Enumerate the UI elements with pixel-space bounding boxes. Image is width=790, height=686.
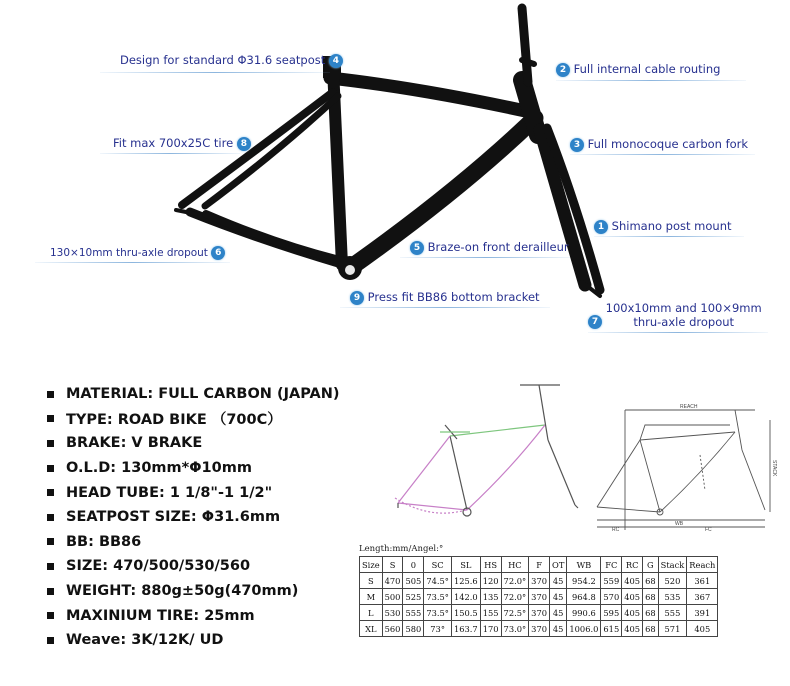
callout-underline [588, 332, 768, 333]
wb-label: WB [675, 521, 684, 527]
callout-underline [100, 72, 330, 73]
table-cell: 142.0 [451, 589, 480, 605]
callout-underline [594, 236, 744, 237]
bullet-icon [47, 391, 54, 398]
spec-seatpost: SEATPOST SIZE: Φ31.6mm [66, 509, 281, 526]
table-cell: M [360, 589, 383, 605]
table-cell: 405 [622, 589, 643, 605]
table-cell: 615 [601, 621, 622, 637]
table-cell: 45 [550, 573, 567, 589]
table-cell: 559 [601, 573, 622, 589]
bullet-icon [47, 612, 54, 619]
spec-weave: Weave: 3K/12K/ UD [66, 632, 224, 649]
table-header: HS [480, 557, 501, 573]
badge-1-icon: 1 [594, 220, 608, 234]
table-cell: 72.0° [501, 589, 529, 605]
spec-item [47, 431, 340, 456]
spec-item [47, 554, 340, 579]
bullet-icon [47, 415, 54, 422]
bullet-icon [47, 588, 54, 595]
spec-tire: MAXINIUM TIRE: 25mm [66, 607, 255, 624]
table-header: 0 [403, 557, 424, 573]
table-header-row [360, 557, 718, 573]
spec-list [47, 382, 340, 653]
spec-size: SIZE: 470/500/530/560 [66, 558, 251, 575]
table-cell: 45 [550, 589, 567, 605]
table-header: HC [501, 557, 529, 573]
badge-9-icon: 9 [350, 291, 364, 305]
table-header: Size [360, 557, 383, 573]
callout-underline [340, 307, 550, 308]
table-cell: 370 [529, 605, 550, 621]
spec-item [47, 603, 340, 628]
table-cell: 68 [643, 621, 659, 637]
callout-seatpost [120, 53, 343, 68]
table-cell: 150.5 [451, 605, 480, 621]
table-cell: 470 [382, 573, 403, 589]
table-cell: 72.5° [501, 605, 529, 621]
table-cell: S [360, 573, 383, 589]
callout-front-dropout-text: 100x10mm and 100×9mm [605, 301, 762, 315]
callout-fork [570, 137, 748, 152]
table-cell: XL [360, 621, 383, 637]
callout-underline [570, 154, 755, 155]
callout-post-mount [594, 219, 732, 234]
callout-tire-text: Fit max 700x25C tire [113, 136, 234, 150]
callout-underline [556, 80, 746, 81]
table-cell: 405 [687, 621, 718, 637]
table-cell: 1006.0 [567, 621, 601, 637]
table-cell: 370 [529, 589, 550, 605]
table-header: SL [451, 557, 480, 573]
callout-fork-text: Full monocoque carbon fork [587, 137, 749, 151]
table-cell: 135 [480, 589, 501, 605]
spec-old: O.L.D: 130mm*Φ10mm [66, 460, 252, 477]
table-cell: 571 [658, 621, 687, 637]
table-cell: 964.8 [567, 589, 601, 605]
bullet-icon [47, 489, 54, 496]
table-cell: 500 [382, 589, 403, 605]
callout-derailleur [410, 240, 569, 255]
spec-item [47, 530, 340, 555]
spec-brake: BRAKE: V BRAKE [66, 435, 203, 452]
table-cell: L [360, 605, 383, 621]
spec-item [47, 628, 340, 653]
table-header: OT [550, 557, 567, 573]
callout-tire [113, 136, 251, 151]
callout-front-dropout [588, 301, 762, 329]
table-row [360, 573, 718, 589]
table-header: S [382, 557, 403, 573]
badge-2-icon: 2 [556, 63, 570, 77]
spec-item [47, 505, 340, 530]
table-cell: 68 [643, 589, 659, 605]
callout-seatpost-text: Design for standard Φ31.6 seatpost [120, 53, 326, 67]
table-cell: 555 [658, 605, 687, 621]
geometry-diagram-dimensions [597, 410, 770, 530]
table-header: Reach [687, 557, 718, 573]
geometry-table [359, 556, 718, 637]
badge-8-icon: 8 [237, 137, 251, 151]
table-cell: 120 [480, 573, 501, 589]
table-row [360, 589, 718, 605]
table-header: F [529, 557, 550, 573]
table-cell: 68 [643, 605, 659, 621]
callout-underline [400, 257, 570, 258]
callout-post-mount-text: Shimano post mount [611, 219, 732, 233]
table-cell: 405 [622, 573, 643, 589]
table-cell: 405 [622, 621, 643, 637]
badge-6-icon: 6 [211, 246, 225, 260]
spec-item [47, 579, 340, 604]
table-header: SC [424, 557, 452, 573]
badge-5-icon: 5 [410, 241, 424, 255]
table-cell: 73.5° [424, 589, 452, 605]
rc-label: RC [612, 527, 620, 533]
table-cell: 595 [601, 605, 622, 621]
table-cell: 391 [687, 605, 718, 621]
table-cell: 361 [687, 573, 718, 589]
table-cell: 560 [382, 621, 403, 637]
table-cell: 530 [382, 605, 403, 621]
spec-type: TYPE: ROAD BIKE （700C） [66, 412, 282, 429]
table-cell: 570 [601, 589, 622, 605]
callout-rear-dropout-text: 130×10mm thru-axle dropout [50, 247, 208, 259]
callout-cable-routing [556, 62, 720, 77]
bullet-icon [47, 563, 54, 570]
geometry-table-caption: Length:mm/Angel:° [359, 544, 444, 554]
table-cell: 125.6 [451, 573, 480, 589]
table-cell: 535 [658, 589, 687, 605]
badge-3-icon: 3 [570, 138, 584, 152]
table-row [360, 621, 718, 637]
table-cell: 555 [403, 605, 424, 621]
spec-item [47, 407, 340, 432]
table-header: WB [567, 557, 601, 573]
fc-label: FC [705, 527, 712, 533]
table-header: G [643, 557, 659, 573]
table-cell: 74.5° [424, 573, 452, 589]
table-cell: 954.2 [567, 573, 601, 589]
table-cell: 73° [424, 621, 452, 637]
table-cell: 580 [403, 621, 424, 637]
callout-bottom-bracket-text: Press fit BB86 bottom bracket [367, 290, 540, 304]
table-cell: 73.0° [501, 621, 529, 637]
table-cell: 990.6 [567, 605, 601, 621]
table-cell: 72.0° [501, 573, 529, 589]
bullet-icon [47, 637, 54, 644]
stack-label: STACK [771, 460, 777, 477]
callout-underline [35, 262, 230, 263]
table-cell: 520 [658, 573, 687, 589]
spec-weight: WEIGHT: 880g±50g(470mm) [66, 583, 299, 600]
callout-rear-dropout [50, 246, 225, 260]
table-cell: 45 [550, 605, 567, 621]
bullet-icon [47, 465, 54, 472]
spec-item [47, 480, 340, 505]
bullet-icon [47, 514, 54, 521]
callout-cable-routing-text: Full internal cable routing [573, 62, 721, 76]
table-cell: 505 [403, 573, 424, 589]
table-cell: 370 [529, 573, 550, 589]
reach-label: REACH [680, 404, 698, 410]
table-cell: 405 [622, 605, 643, 621]
table-cell: 163.7 [451, 621, 480, 637]
table-cell: 170 [480, 621, 501, 637]
table-cell: 525 [403, 589, 424, 605]
spec-item [47, 382, 340, 407]
table-cell: 73.5° [424, 605, 452, 621]
table-cell: 68 [643, 573, 659, 589]
bullet-icon [47, 538, 54, 545]
spec-bb: BB: BB86 [66, 533, 142, 550]
table-header: Stack [658, 557, 687, 573]
table-cell: 370 [529, 621, 550, 637]
table-header: RC [622, 557, 643, 573]
badge-7-icon: 7 [588, 315, 602, 329]
callout-front-dropout-text-2: thru-axle dropout [633, 315, 735, 329]
table-row [360, 605, 718, 621]
bullet-icon [47, 440, 54, 447]
callout-underline [100, 153, 240, 154]
table-header: FC [601, 557, 622, 573]
table-cell: 367 [687, 589, 718, 605]
table-cell: 45 [550, 621, 567, 637]
geometry-diagram-colored [395, 385, 578, 516]
callout-derailleur-text: Braze-on front derailleur [427, 240, 569, 254]
spec-head-tube: HEAD TUBE: 1 1/8"-1 1/2" [66, 484, 273, 501]
table-cell: 155 [480, 605, 501, 621]
callout-bottom-bracket [350, 290, 540, 305]
spec-material: MATERIAL: FULL CARBON (JAPAN) [66, 386, 340, 403]
spec-item [47, 456, 340, 481]
badge-4-icon: 4 [329, 54, 343, 68]
